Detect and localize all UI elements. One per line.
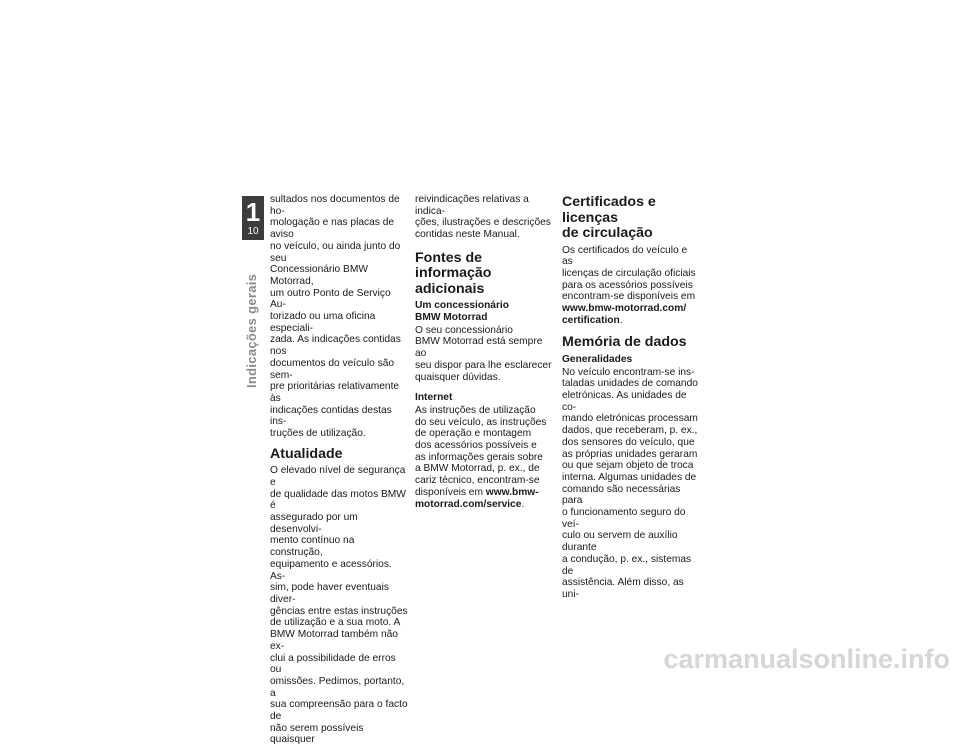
subheading-line: Um concessionário [415, 300, 509, 312]
col1-line: indicações contidas destas ins- [270, 404, 392, 428]
col1-line: pre prioritárias relativamente às [270, 381, 400, 404]
col3-body-line: taladas unidades de comando [562, 378, 698, 390]
col1-body-line: mento contínuo na construção, [270, 535, 355, 559]
col1-line: sultados nos documentos de ho- [270, 194, 400, 217]
col1-body-line: sua compreensão para o facto de [270, 699, 408, 723]
col2-body-line: seu dispor para lhe esclarecer [415, 359, 552, 371]
col1-line: mologação e nas placas de aviso [270, 217, 395, 241]
heading-line: de circulação [562, 225, 653, 241]
col1-body-line: sim, pode haver eventuais diver- [270, 582, 389, 605]
col3-body-line: No veículo encontram-se ins- [562, 366, 695, 378]
subheading-internet: Internet [415, 392, 453, 404]
col3-body-line: ou que sejam objeto de troca [562, 460, 694, 472]
chapter-tab [242, 196, 264, 240]
col2-body-line: a BMW Motorrad, p. ex., de [415, 463, 540, 475]
col2-body-line: O seu concessionário [415, 324, 513, 336]
watermark: carmanualsonline.info [663, 644, 950, 674]
column-1 [270, 194, 408, 746]
col1-line: zada. As indicações contidas nos [270, 334, 401, 358]
heading-line: adicionais [415, 280, 485, 297]
link-end: . [619, 314, 623, 326]
chapter-number: 1 [245, 197, 261, 227]
col3-body-line: encontram-se disponíveis em [562, 291, 696, 303]
col1-body-line: omissões. Pedimos, portanto, a [270, 675, 405, 699]
col3-body-line: culo ou servem de auxílio durante [562, 530, 678, 554]
col2-link-line [415, 499, 552, 511]
col2-body-line: cariz técnico, encontram-se [415, 475, 540, 487]
col1-body-line: equipamento e acessórios. As- [270, 558, 392, 582]
col1-body-line: assegurado por um desenvolvi- [270, 512, 358, 535]
link-end: . [521, 498, 525, 510]
subheading-concessionario [415, 300, 552, 323]
col1-line: documentos do veículo são sem- [270, 357, 395, 381]
col1-line: torizado ou uma oficina especiali- [270, 311, 376, 334]
section-heading-memoria: Memória de dados [562, 334, 687, 351]
col2-body-line: as informações gerais sobre [415, 451, 543, 463]
col3-body-line: interna. Algumas unidades de [562, 471, 697, 483]
chapter-side-title: Indicações gerais [244, 273, 259, 388]
col2-link-line [415, 487, 552, 499]
col3-body-line: Os certificados do veículo e as [562, 244, 688, 268]
col1-body-line: de utilização e a sua moto. A [270, 617, 401, 629]
col3-link-line [562, 303, 700, 315]
col2-intro-line: ções, ilustrações e descrições [415, 217, 551, 229]
col1-body-line: O elevado nível de segurança e [270, 465, 406, 488]
col3-body-line: dos sensores do veículo, que [562, 436, 695, 448]
col2-body-line: As instruções de utilização [415, 404, 536, 416]
col1-line: no veículo, ou ainda junto do seu [270, 240, 401, 264]
col1-body-line: BMW Motorrad também não ex- [270, 629, 398, 652]
col1-body-line: de qualidade das motos BMW é [270, 488, 406, 512]
col2-body-line: quaisquer dúvidas. [415, 371, 501, 383]
heading-line: Fontes de informação [415, 249, 492, 282]
col1-line: Concessionário BMW Motorrad, [270, 264, 368, 287]
col3-link-line [562, 315, 700, 327]
col1-body-line: gências entre estas instruções [270, 605, 408, 617]
col3-body-line: o funcionamento seguro do veí- [562, 507, 686, 530]
col2-body-line: BMW Motorrad está sempre ao [415, 336, 543, 360]
column-2 [415, 194, 552, 510]
subheading-line: BMW Motorrad [415, 312, 488, 324]
column-3 [562, 194, 700, 601]
col3-body-line: assistência. Além disso, as uni- [562, 577, 684, 600]
col3-body-line: para os acessórios possíveis [562, 279, 693, 291]
col1-line: truções de utilização. [270, 428, 366, 440]
col2-body-line: dos acessórios possíveis e [415, 440, 537, 452]
col3-body-line: comando são necessárias para [562, 483, 681, 507]
service-link-part1[interactable]: www.bmw- [485, 486, 539, 498]
subheading-generalidades: Generalidades [562, 353, 633, 365]
heading-line: Certificados e licenças [562, 194, 656, 226]
col3-body-line: mando eletrónicas processam [562, 413, 698, 425]
col3-body-line: licenças de circulação oficiais [562, 267, 696, 279]
link-prefix: disponíveis em [415, 486, 486, 498]
col1-body-line: não serem possíveis quaisquer [270, 722, 364, 746]
col3-body-line: dados, que receberam, p. ex., [562, 425, 698, 437]
page-number: 10 [247, 226, 259, 237]
col2-body-line: de operação e montagem [415, 428, 532, 440]
col1-body-line: clui a possibilidade de erros ou [270, 652, 396, 676]
col3-body-line: as próprias unidades geraram [562, 448, 698, 460]
service-link-part2[interactable]: motorrad.com/service [415, 498, 522, 510]
col1-line: um outro Ponto de Serviço Au- [270, 287, 391, 311]
section-heading-atualidade: Atualidade [270, 445, 343, 462]
col3-body-line: eletrónicas. As unidades de co- [562, 390, 687, 413]
col2-body-line: do seu veículo, as instruções [415, 416, 547, 428]
section-heading-certificados [562, 195, 700, 242]
col2-intro-line: contidas neste Manual. [415, 229, 520, 241]
certification-link-part2[interactable]: certification [562, 314, 620, 326]
section-heading-fontes [415, 251, 552, 298]
col2-intro-line: reivindicações relativas a indica- [415, 194, 529, 217]
col3-body-line: a condução, p. ex., sistemas de [562, 553, 692, 577]
certification-link-part1[interactable]: www.bmw-motorrad.com/ [562, 303, 687, 315]
